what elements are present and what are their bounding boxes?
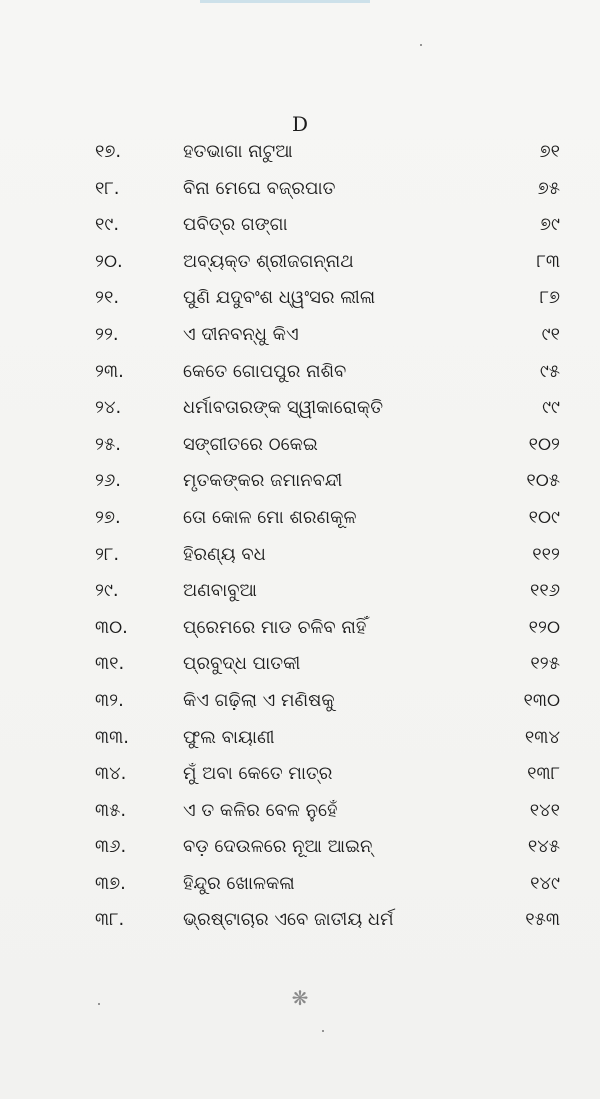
toc-entry-page: ୧୪୧ [529,799,560,821]
toc-entry-page: ୧୩୪ [524,726,560,748]
toc-entry-title: ପ୍ରେମରେ ମାଡ ଚଳିବ ନାହିଁ [183,616,367,638]
toc-entry-title: ଭ୍ରଷ୍ଟାଚାର ଏବେ ଜାତୀୟ ଧର୍ମ [183,909,394,931]
toc-entry-page: ୧୦୫ [526,470,560,492]
toc-entry-page: ୧୪୫ [527,836,560,858]
toc-entry [0,317,600,354]
toc-entry-title: ହିରଣ୍ୟ ବଧ [183,543,266,565]
toc-entry [0,537,600,574]
toc-entry-title: ମୃତକଙ୍କର ଜମାନବନ୍ଦୀ [183,470,343,492]
toc-entry-number: ୩୮. [95,909,125,931]
toc-entry [0,829,600,866]
toc-entry [0,171,600,208]
toc-entry-page: ୧୩୦ [523,689,560,711]
toc-entry-number: ୨୦. [95,250,123,272]
toc-entry-number: ୧୭. [95,141,122,162]
toc-entry-title: ଫୁଲ ବାୟାଣୀ [183,726,275,748]
toc-entry-number: ୨୮. [95,543,120,565]
toc-entry [0,902,600,939]
toc-entry [0,280,600,317]
toc-entry-number: ୩୧. [95,653,125,675]
toc-entry-page: ୧୫୩ [525,909,560,931]
toc-entry [0,720,600,757]
toc-entry-page: ୮୭ [539,287,560,309]
toc-entry-title: ପବିତ୍ର ଗଙ୍ଗା [183,214,288,236]
toc-entry-page: ୧୨୫ [530,653,560,675]
paper-speck [322,1030,324,1032]
toc-entry [0,463,600,500]
toc-entry-title: ହତଭାଗା ନାଟୁଆ [183,141,293,162]
toc-entry [0,427,600,464]
toc-entry [0,134,600,171]
toc-entry-number: ୩୦. [95,616,128,638]
toc-entry-page: ୭୫ [537,177,560,199]
toc-entry-number: ୨୩. [95,360,124,382]
table-of-contents [0,134,600,939]
toc-entry-title: ଏ ତ କଳିର ବେଳ ନୁହେଁ [183,799,338,821]
toc-entry-number: ୩୩. [95,726,130,748]
ornament-icon: ❋ [291,986,309,1010]
toc-entry-number: ୨୭. [95,506,121,528]
toc-entry-title: ପ୍ରବୁଦ୍ଧ ପାତକୀ [183,653,301,675]
toc-entry-page: ୮୩ [536,250,560,272]
toc-entry-title: ହିନ୍ଦୁର ଖୋଳକଳା [183,872,295,894]
toc-entry-page: ୧୦୨ [528,433,560,455]
toc-entry-page: ୯୯ [542,397,560,419]
toc-entry-title: କେତେ ଗୋପପୁର ନାଶିବ [183,360,347,382]
toc-entry [0,793,600,830]
toc-entry [0,500,600,537]
toc-entry [0,866,600,903]
toc-entry-number: ୩୬. [95,836,127,858]
toc-entry-number: ୩୨. [95,689,124,711]
toc-entry-page: ୭୧ [539,141,560,162]
toc-entry-page: ୧୧୨ [532,543,560,565]
toc-entry-number: ୨୪. [95,397,122,419]
toc-entry-number: ୨୯. [95,580,119,602]
toc-entry-number: ୩୫. [95,799,127,821]
toc-entry-page: ୧୩୮ [527,763,560,785]
top-edge-mark [200,0,370,3]
toc-entry [0,354,600,391]
toc-entry-title: ସଙ୍ଗୀତରେ ଠକେଇ [183,433,318,455]
toc-entry-number: ୨୬. [95,470,121,492]
toc-entry [0,610,600,647]
toc-entry-number: ୨୫. [95,433,121,455]
toc-entry-page: ୧୦୯ [528,506,560,528]
toc-entry-page: ୯୫ [539,360,560,382]
toc-entry [0,244,600,281]
toc-entry-title: ଅବ୍ୟକ୍ତ ଶ୍ରୀଜଗନ୍ନାଥ [183,250,354,272]
toc-entry-title: ଧର୍ମାବତାରଙ୍କ ସ୍ୱୀକାରୋକ୍ତି [183,397,384,419]
toc-entry-page: ୯୧ [541,323,560,345]
toc-entry-page: ୧୪୯ [530,872,560,894]
toc-entry [0,573,600,610]
toc-entry-title: ତୋ କୋଳ ମୋ ଶରଣକୂଳ [183,506,357,528]
page-letter: D [291,112,309,136]
toc-entry-page: ୧୨୦ [528,616,560,638]
toc-entry-title: ଏ ଦୀନବନ୍ଧୁ କିଏ [183,323,299,345]
toc-entry [0,756,600,793]
toc-entry-title: ପୁଣି ଯଦୁବଂଶ ଧ୍ୱଂସର ଲୀଳା [183,287,376,309]
toc-entry-page: ୧୧୬ [529,580,560,602]
toc-entry-number: ୧୯. [95,214,120,236]
toc-entry-number: ୨୨. [95,323,119,345]
paper-speck [420,44,422,46]
toc-entry-title: କିଏ ଗଢ଼ିଲା ଏ ମଣିଷକୁ [183,689,335,711]
toc-entry-number: ୩୭. [95,872,126,894]
toc-entry-number: ୨୧. [95,287,120,309]
toc-entry-page: ୭୯ [540,214,560,236]
toc-entry [0,207,600,244]
toc-entry-number: ୩୪. [95,763,127,785]
toc-entry-title: ବଡ଼ ଦେଉଳରେ ନୂଆ ଆଇନ୍ [183,836,373,858]
toc-entry [0,646,600,683]
toc-entry [0,683,600,720]
toc-entry-title: ଅଣବାବୁଆ [183,580,257,602]
toc-entry [0,390,600,427]
toc-entry-title: ମୁଁ ଅବା କେତେ ମାତ୍ର [183,763,333,785]
toc-entry-title: ବିନା ମେଘେ ବଜ୍ରପାତ [183,177,336,199]
toc-entry-number: ୧୮. [95,177,120,199]
